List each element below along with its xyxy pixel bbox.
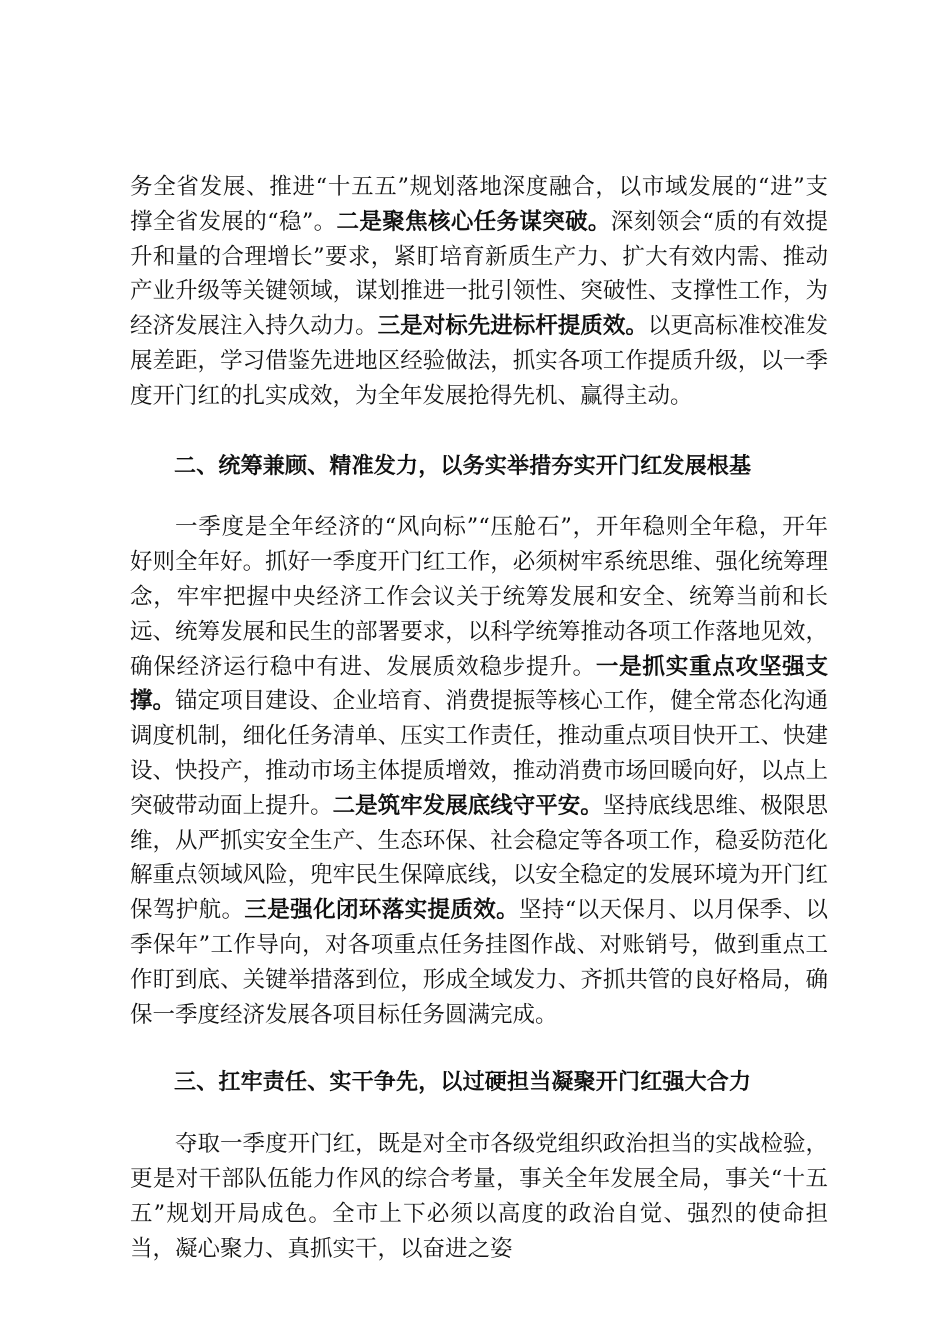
bold-lead-sentence: 三是对标先进标杆提质效。 [377, 313, 648, 340]
paragraph-text: 务全省发展、推进“十五五”规划落地深度融合，以市域发展的“进”支撑全省发展的“稳”。 [130, 174, 828, 235]
paragraph-1 [130, 170, 828, 414]
paragraph-2 [130, 510, 828, 1032]
section-heading-2: 二、统筹兼顾、精准发力，以务实举措夯实开门红发展根基 [174, 453, 752, 479]
section-heading-3: 三、扛牢责任、实干争先，以过硬担当凝聚开门红强大合力 [174, 1070, 752, 1096]
paragraph-text: 深刻领会“质的有效提升和量的合理增长”要求，紧盯培育新质生产力、扩大有效内需、推动产业升级等关键领域，谋划推进一批引领性、突破性、支撑性工作，为经济发展注入持久动力。 [130, 208, 828, 340]
paragraph-text: 坚持底线思维、极限思维，从严抓实安全生产、生态环保、社会稳定等各项工作，稳妥防范化解重点领域风险，兜牢民生保障底线，以安全稳定的发展环境为开门红保驾护航。 [130, 792, 828, 924]
bold-lead-sentence: 二是筑牢发展底线守平安。 [332, 792, 603, 819]
bold-lead-sentence: 二是聚焦核心任务谋突破。 [336, 208, 611, 235]
bold-lead-sentence: 一是抓实重点攻坚强支撑。 [130, 653, 828, 715]
paragraph-text: 坚持“以天保月、以月保季、以季保年”工作导向，对各项重点任务挂图作战、对账销号，做到重点工作盯到底、关键举措落到位，形成全域发力、齐抓共管的良好格局，确保一季度经济发展各项目标任务圆满完成。 [130, 897, 828, 1028]
paragraph-text: 锚定项目建设、企业培育、消费提振等核心工作，健全常态化沟通调度机制，细化任务清单、压实工作责任，推动重点项目快开工、快建设、快投产，推动市场主体提质增效，推动消费市场回暖向好，以点上突破带动面上提升。 [130, 688, 828, 819]
paragraph-text: 一季度是全年经济的“风向标”“压舱石”，开年稳则全年稳，开年好则全年好。抓好一季度开门红工作，必须树牢系统思维、强化统筹理念，牢牢把握中央经济工作会议关于统筹发展和安全、统筹当前和长远、统筹发展和民生的部署要求，以科学统筹推动各项工作落地见效，确保经济运行稳中有进、发展质效稳步提升。 [130, 514, 828, 680]
paragraph-3 [130, 1127, 828, 1266]
paragraph-text: 以更高标准校准发展差距，学习借鉴先进地区经验做法，抓实各项工作提质升级，以一季度开门红的扎实成效，为全年发展抢得先机、赢得主动。 [130, 313, 828, 409]
paragraph-text: 夺取一季度开门红，既是对全市各级党组织政治担当的实战检验，更是对干部队伍能力作风的综合考量，事关全年发展全局，事关“十五五”规划开局成色。全市上下必须以高度的政治自觉、强烈的使命担当，凝心聚力、真抓实干，以奋进之姿 [130, 1131, 828, 1262]
bold-lead-sentence: 三是强化闭环落实提质效。 [244, 897, 520, 924]
document-body [130, 170, 828, 1266]
